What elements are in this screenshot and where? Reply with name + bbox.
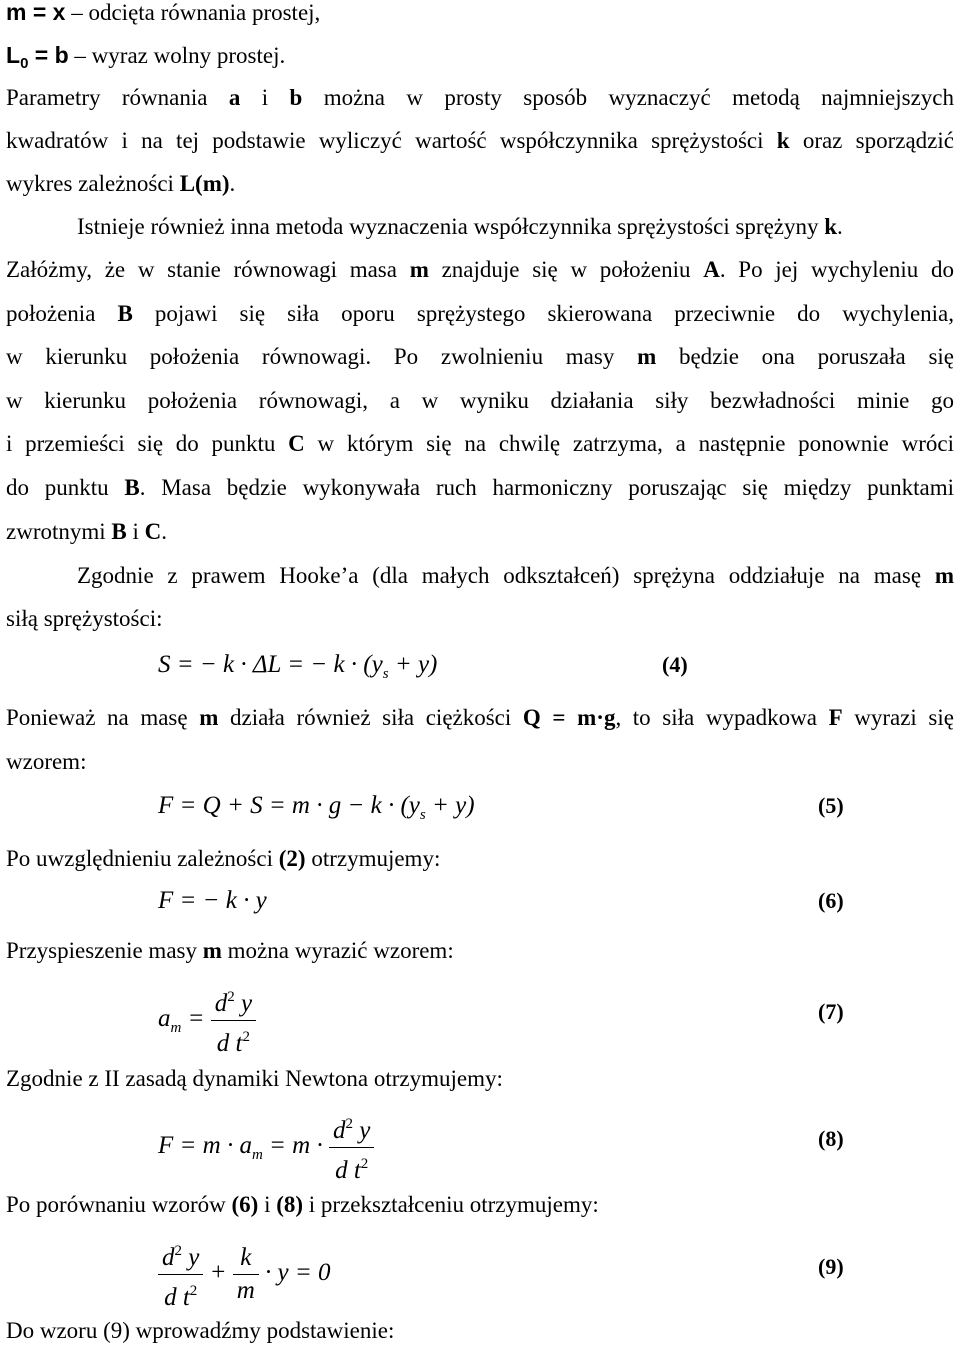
- text-span: i: [258, 1192, 277, 1217]
- text-span: Po uwzględnieniu zależności: [6, 846, 279, 871]
- equation-7: [158, 983, 256, 1058]
- fraction-numerator: [329, 1110, 374, 1148]
- symbol-m-eq-x: m = x: [6, 0, 66, 25]
- text-span: działa również siła ciężkości: [218, 705, 523, 730]
- equation-6-expr: F = − k · y: [158, 887, 267, 914]
- paragraph-2-line-7: [6, 474, 954, 502]
- bold-dot: ·: [596, 705, 604, 730]
- equation-5-tail: + y): [425, 792, 475, 819]
- text-span: .: [161, 519, 168, 544]
- text-span: w kierunku położenia równowagi. Po zwolnieniu masy: [6, 344, 638, 369]
- text-span: kwadratów i na tej podstawie wyliczyć wartość współczynnika sprężystości: [6, 128, 777, 153]
- paragraph-2-line-1: [77, 213, 843, 241]
- text-span: otrzymujemy:: [305, 846, 441, 871]
- paragraph-3-line-1: [77, 562, 954, 590]
- bold-m: m: [202, 938, 222, 963]
- fraction-denominator: [329, 1148, 374, 1185]
- text-span: .: [837, 214, 843, 239]
- bold-q-eq-m: Q = m: [522, 705, 597, 730]
- paragraph-2-line-3: [6, 300, 954, 328]
- bold-b-point: B: [117, 301, 133, 326]
- equation-8-lhs: F = m · a: [158, 1132, 252, 1160]
- bold-lm: L(m): [179, 171, 230, 196]
- bold-ref-2: (2): [278, 846, 306, 871]
- text-span: można w prosty sposób wyznaczyć metodą najmniejszych: [302, 85, 955, 110]
- bold-k: k: [776, 128, 790, 153]
- equation-8-fraction: [329, 1110, 374, 1185]
- text-span: Zgodnie z II zasadą dynamiki Newtona otrzymujemy:: [6, 1066, 503, 1091]
- fraction-numerator: [211, 983, 256, 1021]
- text-span: Po porównaniu wzorów: [6, 1192, 232, 1217]
- dt: d t: [164, 1284, 190, 1311]
- text-span: Ponieważ na masę: [6, 705, 200, 730]
- equation-8: [158, 1110, 374, 1185]
- equation-6-number: (6): [818, 888, 844, 913]
- sup: 2: [345, 1116, 353, 1132]
- text-span: Parametry równania: [6, 85, 229, 110]
- bold-b: b: [289, 85, 303, 110]
- equation-9: [158, 1237, 331, 1312]
- text-span: w kierunku położenia równowagi, a w wyniku działania siły bezwładności minie go: [6, 388, 954, 413]
- equation-7-lhs: a: [158, 1005, 171, 1033]
- equation-8-number: (8): [818, 1126, 844, 1151]
- definition-l0: [6, 41, 285, 78]
- text-span: wykres zależności: [6, 171, 180, 196]
- paragraph-2-line-6: [6, 430, 954, 458]
- paragraph-3-line-2: [6, 605, 163, 633]
- dt: d t: [335, 1157, 361, 1184]
- equation-9-fraction-2: [233, 1244, 259, 1305]
- text-span: i: [126, 519, 145, 544]
- bold-f: F: [828, 705, 843, 730]
- bold-g: g: [603, 705, 616, 730]
- y: y: [352, 1117, 371, 1144]
- sup: 2: [360, 1156, 369, 1172]
- d: d: [332, 1117, 346, 1144]
- text-span: Do wzoru (9) wprowadźmy podstawienie:: [6, 1318, 395, 1343]
- dt: d t: [216, 1030, 243, 1057]
- text-span: .: [229, 171, 236, 196]
- paragraph-4-line-2: [6, 748, 86, 776]
- text-span: i przekształceniu otrzymujemy:: [303, 1192, 599, 1217]
- equation-5-expr: F = Q + S = m · g − k · (y: [158, 792, 420, 819]
- text-span: można wyrazić wzorem:: [221, 938, 454, 963]
- paragraph-6: [6, 937, 454, 965]
- bold-m: m: [637, 344, 657, 369]
- fraction-numerator-k: k: [233, 1244, 259, 1275]
- sup: 2: [242, 1029, 250, 1045]
- d: d: [162, 1244, 175, 1271]
- text-span: i przemieści się do punktu: [6, 431, 289, 456]
- equation-5: [158, 791, 475, 830]
- definition-l0-text: – wyraz wolny prostej.: [68, 43, 286, 68]
- fraction-denominator: [158, 1275, 203, 1312]
- paragraph-9: [6, 1317, 394, 1345]
- sup: 2: [189, 1283, 198, 1299]
- text-span: położenia: [6, 301, 118, 326]
- bold-c-point: C: [144, 519, 162, 544]
- equation-9-number: (9): [818, 1254, 844, 1279]
- text-span: do punktu: [6, 475, 125, 500]
- equation-9-tail: · y = 0: [258, 1259, 331, 1287]
- bold-a-point: A: [703, 257, 720, 282]
- text-span: pojawi się siła oporu sprężystego skierowana przeciwnie do wychylenia,: [132, 301, 954, 326]
- equation-8-lhs-sub: m: [251, 1147, 263, 1164]
- equation-6: [158, 886, 267, 916]
- text-span: zwrotnymi: [6, 519, 112, 544]
- bold-m: m: [934, 563, 954, 588]
- fraction-denominator-m: m: [236, 1277, 255, 1304]
- bold-b-point: B: [111, 519, 127, 544]
- symbol-l: L: [6, 42, 21, 68]
- paragraph-4-line-1: [6, 704, 954, 732]
- paragraph-2-line-8: [6, 518, 167, 546]
- equation-4-sub: s: [382, 666, 389, 682]
- text-span: Załóżmy, że w stanie równowagi masa: [6, 257, 410, 282]
- equation-7-eq: =: [181, 1005, 211, 1033]
- equation-4-tail: + y): [388, 651, 438, 678]
- equation-4: [158, 650, 437, 689]
- y: y: [182, 1244, 200, 1271]
- text-span: w którym się na chwilę zatrzyma, a następnie ponownie wróci: [304, 431, 955, 456]
- sup: 2: [227, 989, 235, 1005]
- text-span: . Masa będzie wykonywała ruch harmoniczny poruszając się między punktami: [139, 475, 954, 500]
- text-span: wyrazi się: [842, 705, 954, 730]
- bold-b-point: B: [124, 475, 140, 500]
- definition-m-text: – odcięta równania prostej,: [65, 0, 321, 25]
- paragraph-2-line-2: [6, 256, 954, 284]
- paragraph-8: [6, 1191, 599, 1219]
- bold-a: a: [228, 85, 241, 110]
- equation-9-plus: +: [203, 1259, 233, 1287]
- bold-m: m: [199, 705, 219, 730]
- bold-ref-6: (6): [231, 1192, 259, 1217]
- paragraph-2-line-4: [6, 343, 954, 371]
- definition-m: [6, 0, 320, 27]
- text-span: Istnieje również inna metoda wyznaczenia współczynnika sprężystości sprężyny: [77, 214, 825, 239]
- text-span: , to siła wypadkowa: [615, 705, 829, 730]
- equation-7-fraction: [211, 983, 256, 1058]
- bold-m: m: [409, 257, 429, 282]
- fraction-numerator: [158, 1237, 203, 1275]
- equation-9-fraction-1: [158, 1237, 203, 1312]
- text-span: . Po jej wychyleniu do: [719, 257, 954, 282]
- y: y: [234, 990, 253, 1017]
- equation-7-number: (7): [818, 999, 844, 1024]
- fraction-denominator: [211, 1021, 256, 1058]
- sup: 2: [174, 1243, 182, 1259]
- bold-k: k: [824, 214, 838, 239]
- d: d: [214, 990, 228, 1017]
- paragraph-5: [6, 845, 440, 873]
- equation-8-mid: = m ·: [262, 1132, 323, 1160]
- equation-4-number: (4): [662, 652, 688, 677]
- text-span: Przyspieszenie masy: [6, 938, 203, 963]
- text-span: siłą sprężystości:: [6, 606, 163, 631]
- text-span: oraz sporządzić: [789, 128, 954, 153]
- equation-4-expr: S = − k · ΔL = − k · (y: [158, 651, 383, 678]
- text-span: i: [240, 85, 290, 110]
- bold-ref-8: (8): [276, 1192, 304, 1217]
- paragraph-1-line-1: [6, 84, 954, 112]
- paragraph-2-line-5: [6, 387, 954, 415]
- text-span: Zgodnie z prawem Hooke’a (dla małych odkształceń) sprężyna oddziałuje na masę: [77, 563, 935, 588]
- bold-c-point: C: [288, 431, 305, 456]
- paragraph-1-line-3: [6, 170, 235, 198]
- equation-5-number: (5): [818, 793, 844, 818]
- paragraph-7: [6, 1065, 503, 1093]
- text-span: będzie ona poruszała się: [656, 344, 954, 369]
- text-span: znajduje się w położeniu: [428, 257, 704, 282]
- symbol-l-sub: 0: [20, 55, 29, 72]
- symbol-eq-b: = b: [28, 42, 69, 68]
- paragraph-1-line-2: [6, 127, 954, 155]
- text-span: wzorem:: [6, 749, 87, 774]
- equation-5-sub: s: [419, 807, 426, 823]
- equation-7-lhs-sub: m: [170, 1020, 182, 1037]
